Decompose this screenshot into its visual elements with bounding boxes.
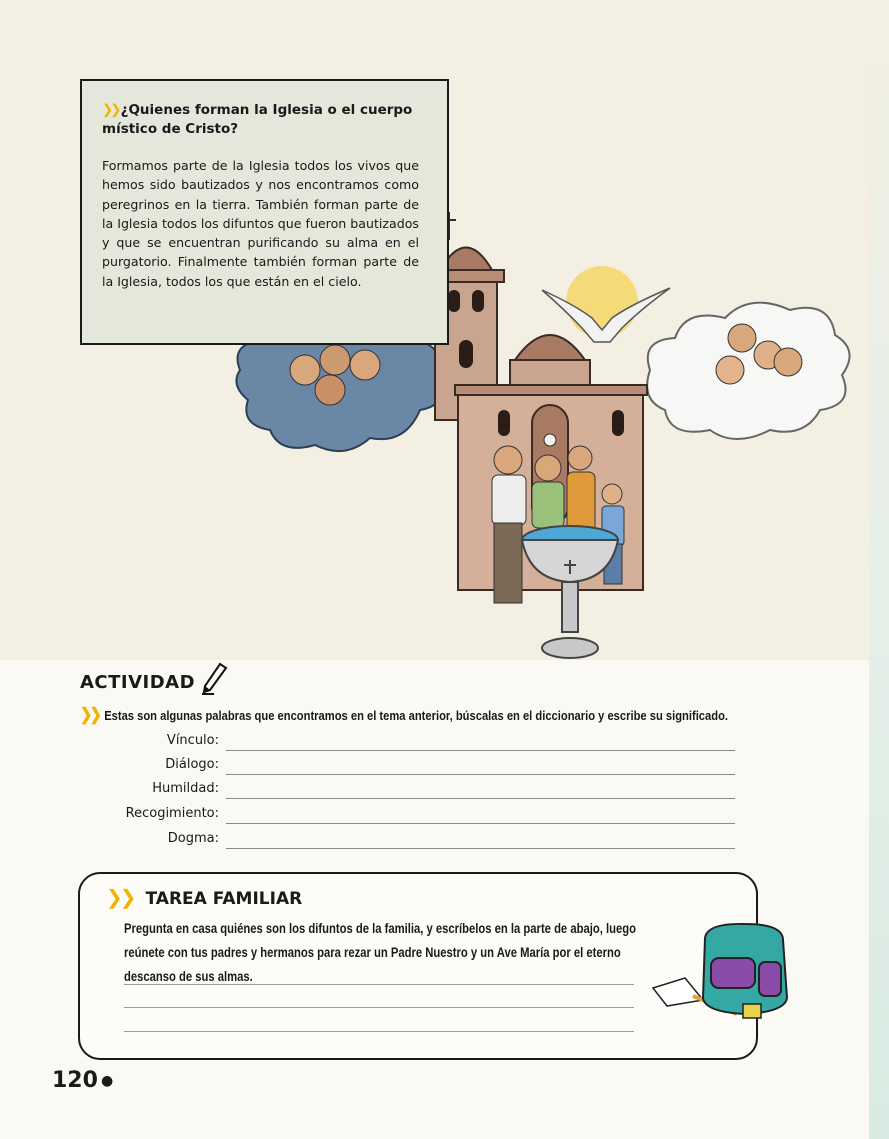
word-row (80, 757, 735, 779)
word-row (80, 781, 735, 803)
question-answer: Formamos parte de la Iglesia todos los vivos que hemos sido bautizados y nos encontramos como peregrinos en la tierra. También forman parte de la Iglesia todos los difuntos que fueron bautizados y que se encuentran purificando su alma en el purgatorio. Finalmente también forman parte de la Iglesia, todos los que están en el cielo. (102, 158, 419, 289)
answer-line[interactable] (124, 984, 634, 985)
homework-title: ❯❯ TAREA FAMILIAR (106, 885, 303, 909)
pencil-icon (200, 662, 228, 696)
answer-line[interactable] (226, 798, 735, 799)
question-box (80, 79, 449, 345)
activity-instruction: ❯❯ Estas son algunas palabras que encontramos en el tema anterior, búscalas en el diccionario y escribe su significado. (80, 705, 729, 724)
word-row (80, 831, 735, 853)
decorative-band (869, 0, 889, 1139)
word-label: Dogma: (167, 831, 219, 846)
question-title: ❯❯ ¿Quienes forman la Iglesia o el cuerpo místico de Cristo? (102, 102, 413, 137)
answer-line[interactable] (124, 1031, 634, 1032)
chevron-double-icon: ❯❯ (106, 885, 134, 909)
word-label: Diálogo: (165, 757, 219, 772)
word-label: Humildad: (152, 781, 219, 796)
homework-text: Pregunta en casa quiénes son los difuntos de la familia, y escríbelos en la parte de abajo, luego reúnete con tus padres y hermanos para rezar un Padre Nuestro y un Ave María por el eterno descanso de sus almas. (124, 921, 636, 984)
page-number: 120 ● (52, 1068, 114, 1093)
answer-line[interactable] (226, 823, 735, 824)
chevron-double-icon: ❯❯ (102, 102, 119, 118)
activity-title: ACTIVIDAD (80, 672, 196, 693)
word-row (80, 806, 735, 828)
answer-line[interactable] (226, 774, 735, 775)
answer-line[interactable] (226, 848, 735, 849)
answer-line[interactable] (226, 750, 735, 751)
word-label: Vínculo: (166, 733, 219, 748)
word-label: Recogimiento: (125, 806, 219, 821)
backpack-icon (645, 918, 795, 1028)
word-row (80, 733, 735, 755)
chevron-double-icon: ❯❯ (80, 705, 100, 724)
answer-line[interactable] (124, 1007, 634, 1008)
